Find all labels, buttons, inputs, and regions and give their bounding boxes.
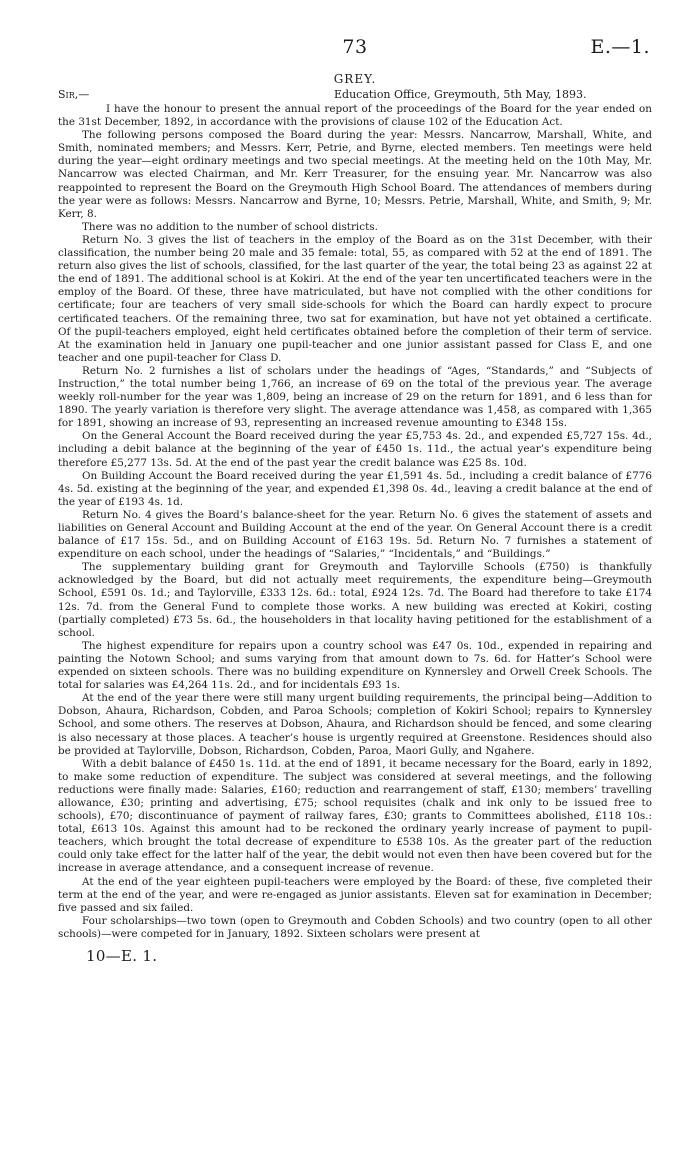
paragraph-building-requirements: At the end of the year there were still many urgent building requirements, the principal being—Addition to Dobson, Ahaura, Richardson, Cobden, and Paroa Schools; completion of Kokiri School; repairs to Kynnersley School, and some others. The reserves at Dobson, Ahaura, and Richardson should be fenced, and some clearing is also necessary at those places. A teacher’s house is urgently required at Greenstone. Residences should also be provided at Taylorville, Dobson, Richardson, Cobden, Paroa, Maori Gully, and Ngahere. xyxy=(58,692,652,757)
report-body xyxy=(58,103,652,941)
paragraph-general-account: On the General Account the Board received during the year £5,753 4s. 2d., and expended £5,727 15s. 4d., including a debit balance at the beginning of the year of £450 1s. 11d., the actual year’s expenditure being therefore £5,277 13s. 5d. At the end of the past year the credit balance was £25 8s. 10d. xyxy=(58,430,652,469)
page-number: 73 xyxy=(342,36,368,58)
paragraph-board-members: The following persons composed the Board during the year: Messrs. Nancarrow, Marshall, White, and Smith, nominated members; and Messrs. Kerr, Petrie, and Byrne, elected members. Ten meetings were held during the year—eight ordinary meetings and two special meetings. At the meeting held on the 10th May, Mr. Nancarrow was elected Chairman, and Mr. Kerr Treasurer, for the ensuing year. Mr. Nancarrow was also reappointed to represent the Board on the Greymouth High School Board. The attendances of members during the year were as follows: Messrs. Nancarrow and Byrne, 10; Messrs. Petrie, Marshall, White, and Smith, 9; Mr. Kerr, 8. xyxy=(58,129,652,220)
paragraph-districts: There was no addition to the number of school districts. xyxy=(82,220,378,233)
paragraph-scholarships: Four scholarships—two town (open to Greymouth and Cobden Schools) and two country (open to all other schools)—were competed for in January, 1892. Sixteen scholars were present at xyxy=(58,914,652,940)
paragraph-scholars: Return No. 2 furnishes a list of scholars under the headings of “Ages, “Standards,” and “Subjects of Instruction,” the total number being 1,766, an increase of 69 on the total of the previous year. The average weekly roll-number for the year was 1,809, being an increase of 29 on the return for 1891, and 6 less than for 1890. The yearly variation is therefore very slight. The average attendance was 1,458, as compared with 1,365 for 1891, showing an increase of 93, representing an increased revenue amounting to £348 15s. xyxy=(58,364,652,430)
paragraph-teachers: Return No. 3 gives the list of teachers in the employ of the Board as on the 31st December, with their classification, the number being 20 male and 35 female: total, 55, as compared with 52 at the end of 1891. The return also gives the list of schools, classified, for the last quarter of the year, the total being 23 as against 22 at the end of 1891. The additional school is at Kokiri. At the end of the year ten uncertificated teachers were in the employ of the Board. Of these, three have matriculated, but have not complied with the other conditions for certificate; four are teachers of very small side-schools for which the Board can hardly expect to procure certificated teachers. Of the remaining three, two sat for examination, but have not yet obtained a certificate. Of the pupil-teachers employed, eight held certificates obtained before the completion of their term of service. At the examination held in January one pupil-teacher and one junior assistant passed for Class E, and one teacher and one pupil-teacher for Class D. xyxy=(58,233,652,364)
paragraph-repairs: The highest expenditure for repairs upon a country school was £47 0s. 10d., expended in repairing and painting the Notown School; and sums varying from that amount down to 7s. 6d. for Hatter’s School were expended on sixteen schools. There was no building expenditure on Kynnersley and Orwell Creek Schools. The total for salaries was £4,264 11s. 2d., and for incidentals £93 1s. xyxy=(58,639,652,692)
paragraph-building-grant: The supplementary building grant for Greymouth and Taylorville Schools (£750) is thankfully acknowledged by the Board, but did not actually meet requirements, the expenditure being—Greymouth School, £591 0s. 1d.; and Taylorville, £333 12s. 6d.: total, £924 12s. 7d. The Board had therefore to take £174 12s. 7d. from the General Fund to complete those works. A new building was erected at Kokiri, costing (partially completed) £73 5s. 6d., the householders in that locality having petitioned for the establishment of a school. xyxy=(58,561,652,639)
district-heading: GREY. xyxy=(333,72,377,86)
paragraph-balance-sheet: Return No. 4 gives the Board’s balance-sheet for the year. Return No. 6 gives the statement of assets and liabilities on General Account and Building Account at the end of the year. On General Account there is a credit balance of £17 15s. 5d., and on Building Account of £163 19s. 5d. Return No. 7 furnishes a statement of expenditure on each school, under the headings of “Salaries,” “Incidentals,” and “Buildings.” xyxy=(58,508,652,561)
signature-mark: 10—E. 1. xyxy=(86,947,158,965)
salutation-row xyxy=(58,88,652,103)
paragraph-expenditure-reduction: With a debit balance of £450 1s. 11d. at the end of 1891, it became necessary for the Board, early in 1892, to make some reduction of expenditure. The subject was considered at several meetings, and the following reductions were finally made: Salaries, £160; reduction and rearrangement of staff, £130; members’ travelling allowance, £30; printing and advertising, £75; school requisites (chalk and ink only to be issued free to schools), £70; discontinuance of payment of railway fares, £30; grants to Committees abolished, £118 10s.: total, £613 10s. Against this amount had to be reckoned the ordinary yearly increase of payment to pupil-teachers, which brought the total decrease of expenditure to £538 10s. As the greater part of the reduction could only take effect for the latter half of the year, the debit would not even then have been covered but for the increase in average attendance, and a consequent increase of revenue. xyxy=(58,757,652,875)
office-date-line: Education Office, Greymouth, 5th May, 1893. xyxy=(334,88,587,101)
document-page xyxy=(58,32,652,965)
paragraph-building-account: On Building Account the Board received during the year £1,591 4s. 5d., including a credit balance of £776 4s. 5d. existing at the beginning of the year, and expended £1,398 0s. 4d., leaving a credit balance at the end of the year of £193 4s. 1d. xyxy=(58,469,652,508)
page-header xyxy=(58,32,652,62)
salutation: Sir,— xyxy=(58,88,90,101)
paragraph-pupil-teachers: At the end of the year eighteen pupil-teachers were employed by the Board: of these, five completed their term at the end of the year, and were re-engaged as junior assistants. Eleven sat for examination in December; five passed and six failed. xyxy=(58,875,652,914)
page-reference: E.—1. xyxy=(590,36,650,58)
paragraph-opening: I have the honour to present the annual report of the proceedings of the Board for the year ended on the 31st December, 1892, in accordance with the provisions of clause 102 of the Education Act. xyxy=(58,103,652,129)
